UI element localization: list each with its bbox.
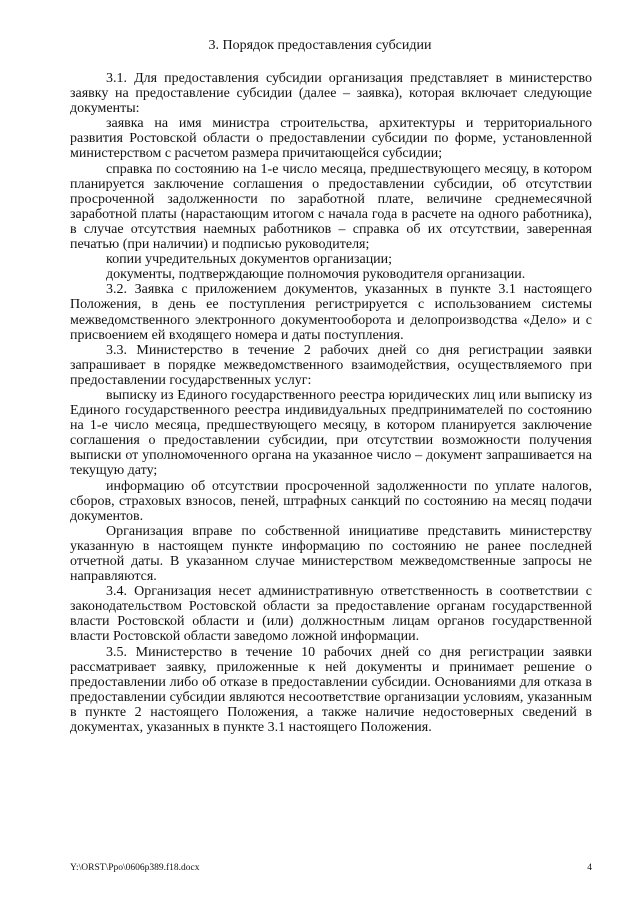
file-path: Y:\ORST\Ppo\0606p389.f18.docx [70, 863, 200, 873]
paragraph-tax-info: информацию об отсутствии просроченной задолженности по уплате налогов, сборов, страховых взносов, пеней, штрафных санкций по состоянию на месяц подачи документов. [70, 478, 592, 524]
paragraph-registry-extract: выписку из Единого государственного реестра юридических лиц или выписку из Единого государственного реестра индивидуальных предпринимателей по состоянию на 1-е число месяца, предшествующего месяцу, в котором планируется заключение соглашения о предоставлении субсидии, при отсутствии возможности получения выписки от уполномоченного органа на указанное число – документ запрашивается на текущую дату; [70, 387, 592, 479]
paragraph-3-3: 3.3. Министерство в течение 2 рабочих дней со дня регистрации заявки запрашивает в порядке межведомственного взаимодействия, осуществляемого при предоставлении государственных услуг: [70, 342, 592, 388]
page-number: 4 [587, 863, 592, 873]
paragraph-founding-docs: копии учредительных документов организации; [106, 252, 393, 268]
paragraph-certificate: справка по состоянию на 1-е число месяца, предшествующего месяцу, в котором планируется заключение соглашения о предоставлении субсидии, об отсутствии просроченной задолженности по заработной плате, величине среднемесячной заработной платы (нарастающим итогом с начала года в расчете на одного работника), в случае отсутствия наемных работников – справка об их отсутствии, заверенная печатью (при наличии) и подписью руководителя; [70, 161, 592, 253]
paragraph-3-1: 3.1. Для предоставления субсидии организация представляет в министерство заявку на предоставление субсидии (далее – заявка), которая включает следующие документы: [70, 71, 592, 117]
page-footer [70, 862, 592, 874]
document-body [70, 71, 592, 735]
paragraph-3-2: 3.2. Заявка с приложением документов, указанных в пункте 3.1 настоящего Положения, в день ее поступления регистрируется с использованием системы межведомственного электронного документооборота и делопроизводства «Дело» и с присвоением ей входящего номера и даты поступления. [70, 282, 592, 343]
section-title: 3. Порядок предоставления субсидии [208, 38, 432, 53]
paragraph-3-5: 3.5. Министерство в течение 10 рабочих дней со дня регистрации заявки рассматривает заявку, приложенные к ней документы и принимает решение о предоставлении либо об отказе в предоставлении субсидии. Основаниями для отказа в предоставлении субсидии являются несоответствие организации условиям, указанным в пункте 2 настоящего Положения, а также наличие недостоверных сведений в документах, указанных в пункте 3.1 настоящего Положения. [70, 644, 592, 736]
paragraph-own-initiative: Организация вправе по собственной инициативе представить министерству указанную в настоящем пункте информацию по состоянию не ранее последней отчетной даты. В указанном случае министерством межведомственные запросы не направляются. [70, 523, 592, 585]
paragraph-application-form: заявка на имя министра строительства, архитектуры и территориального развития Ростовской области о предоставлении субсидии по форме, установленной министерством с расчетом размера причитающейся субсидии; [70, 116, 592, 162]
paragraph-3-4: 3.4. Организация несет административную ответственность в соответствии с законодательством Ростовской области за предоставление органам государственной власти Ростовской области и (или) должностным лицам органов государственной власти Ростовской области заведомо ложной информации. [70, 584, 592, 645]
paragraph-authority-docs: документы, подтверждающие полномочия руководителя организации. [106, 267, 526, 283]
